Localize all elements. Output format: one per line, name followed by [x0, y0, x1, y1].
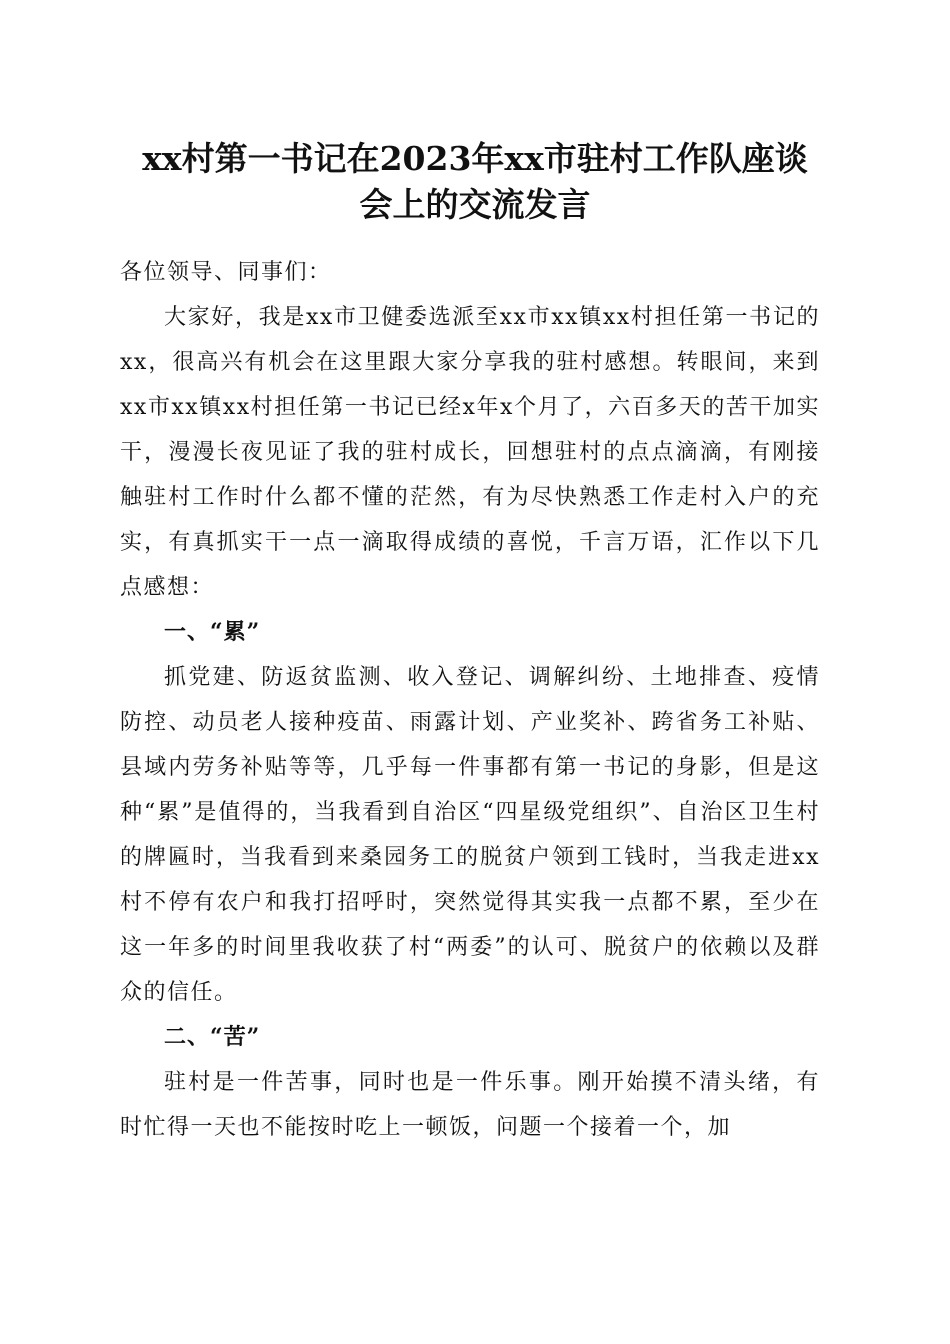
section-1-heading: 一、“累” — [164, 619, 261, 645]
section-2-paragraph: 驻村是一件苦事，同时也是一件乐事。刚开始摸不清头绪，有时忙得一天也不能按时吃上一顿饭，问题一个接着一个，加 — [120, 1070, 820, 1140]
section-1-paragraph: 抓党建、防返贫监测、收入登记、调解纠纷、土地排查、疫情防控、动员老人接种疫苗、雨露计划、产业奖补、跨省务工补贴、县域内劳务补贴等等，几乎每一件事都有第一书记的身影，但是这种“累”是值得的，当我看到自治区“四星级党组织”、自治区卫生村的牌匾时，当我看到来桑园务工的脱贫户领到工钱时，当我走进xx村不停有农户和我打招呼时，突然觉得其实我一点都不累，至少在这一年多的时间里我收获了村“两委”的认可、脱贫户的依赖以及群众的信任。 — [120, 665, 820, 1005]
title-line-1: xx村第一书记在2023年xx市驻村工作队座谈 — [142, 139, 808, 178]
document-body — [120, 250, 820, 1150]
intro-paragraph: 大家好，我是xx市卫健委选派至xx市xx镇xx村担任第一书记的xx，很高兴有机会在这里跟大家分享我的驻村感想。转眼间，来到xx市xx镇xx村担任第一书记已经x年x个月了，六百多天的苦干加实干，漫漫长夜见证了我的驻村成长，回想驻村的点点滴滴，有刚接触驻村工作时什么都不懂的茫然，有为尽快熟悉工作走村入户的充实，有真抓实干一点一滴取得成绩的喜悦，千言万语，汇作以下几点感想： — [120, 305, 820, 600]
title-line-2: 会上的交流发言 — [359, 185, 591, 224]
salutation: 各位领导、同事们： — [120, 260, 332, 285]
section-2-heading: 二、“苦” — [164, 1024, 261, 1050]
document-title — [100, 136, 850, 228]
